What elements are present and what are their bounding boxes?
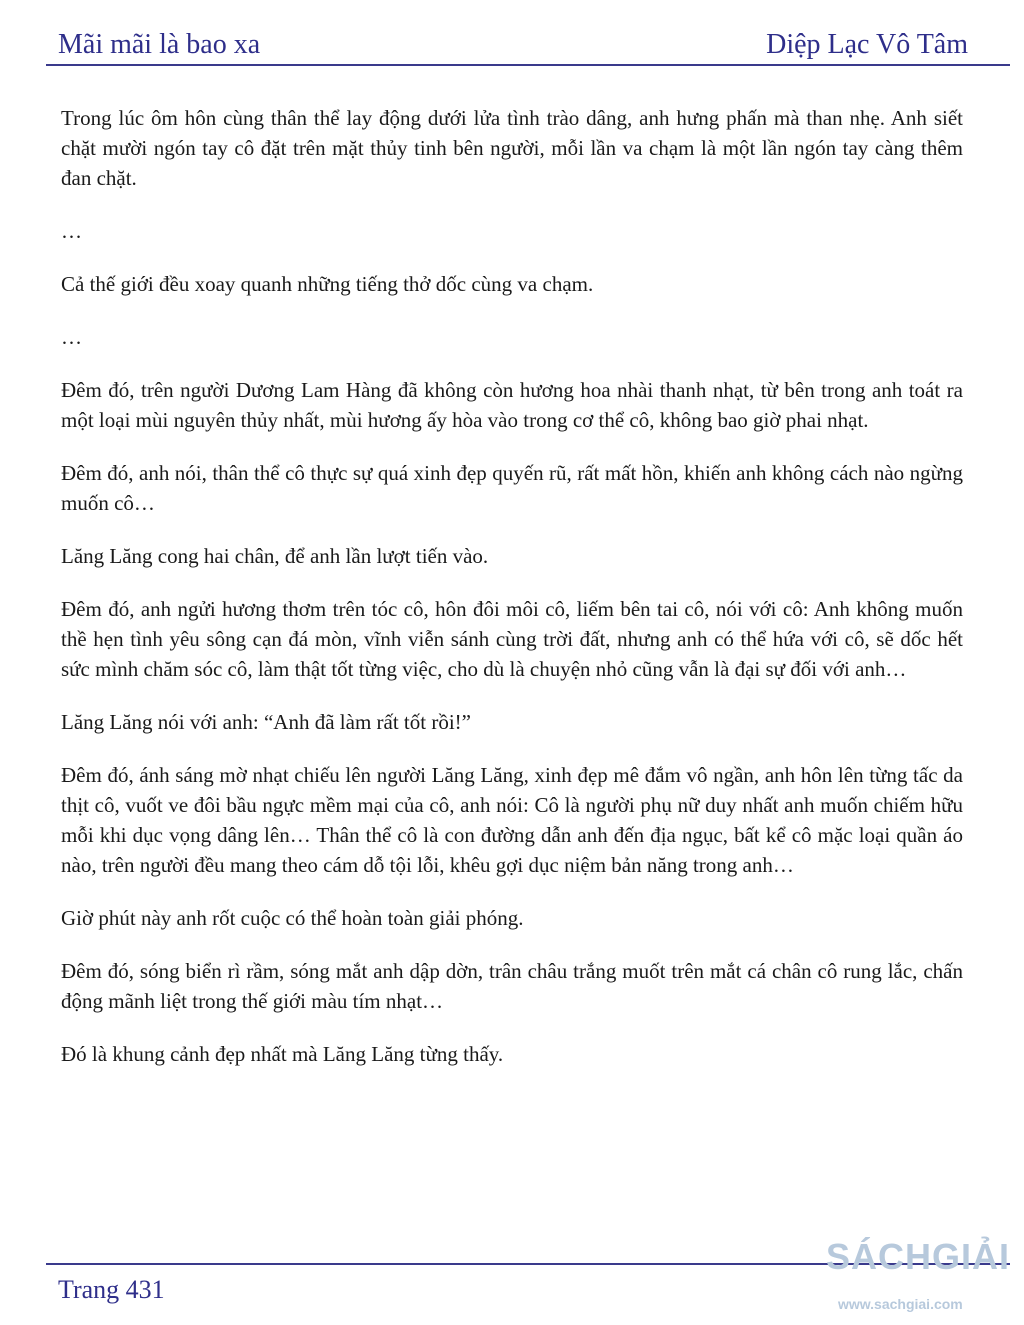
page-body [61, 103, 963, 1092]
book-title: Mãi mãi là bao xa [58, 29, 261, 60]
paragraph: Đêm đó, ánh sáng mờ nhạt chiếu lên người Lăng Lăng, xinh đẹp mê đắm vô ngần, anh hôn lên từng tấc da thịt cô, vuốt ve đôi bầu ngực mềm mại của cô, anh nói: Cô là người phụ nữ duy nhất anh muốn chiếm hữu mỗi khi dục vọng dâng lên… Thân thể cô là con đường dẫn anh đến địa ngục, bất kể cô mặc loại quần áo nào, trên người đều mang theo cám dỗ tội lỗi, khêu gợi dục niệm bản năng trong anh… [61, 763, 963, 877]
paragraph-ellipsis: … [61, 219, 82, 243]
watermark-brand: SÁCHGIẢI [826, 1236, 1011, 1277]
author-name: Diệp Lạc Vô Tâm [766, 29, 968, 60]
paragraph-ellipsis: … [61, 325, 82, 349]
paragraph: Đêm đó, sóng biển rì rầm, sóng mắt anh dập dờn, trân châu trắng muốt trên mắt cá chân cô rung lắc, chấn động mãnh liệt trong thế giới màu tím nhạt… [61, 959, 963, 1013]
watermark-logo [816, 1236, 1016, 1316]
paragraph: Đêm đó, anh nói, thân thể cô thực sự quá xinh đẹp quyến rũ, rất mất hồn, khiến anh không cách nào ngừng muốn cô… [61, 461, 963, 515]
paragraph: Lăng Lăng cong hai chân, để anh lần lượt tiến vào. [61, 544, 489, 568]
paragraph: Đêm đó, anh ngửi hương thơm trên tóc cô, hôn đôi môi cô, liếm bên tai cô, nói với cô: Anh không muốn thề hẹn tình yêu sông cạn đá mòn, vĩnh viễn sánh cùng trời đất, nhưng anh có thể hứa với cô, sẽ dốc hết sức mình chăm sóc cô, làm thật tốt từng việc, cho dù là chuyện nhỏ cũng vẫn là đại sự đối với anh… [61, 597, 963, 681]
paragraph: Đêm đó, trên người Dương Lam Hàng đã không còn hương hoa nhài thanh nhạt, từ bên trong anh toát ra một loại mùi nguyên thủy nhất, mùi hương ấy hòa vào trong cơ thể cô, không bao giờ phai nhạt. [61, 378, 963, 432]
page-header [58, 24, 968, 62]
paragraph: Đó là khung cảnh đẹp nhất mà Lăng Lăng từng thấy. [61, 1042, 504, 1066]
header-divider [46, 64, 1010, 66]
paragraph: Trong lúc ôm hôn cùng thân thể lay động dưới lửa tình trào dâng, anh hưng phấn mà than nhẹ. Anh siết chặt mười ngón tay cô đặt trên mặt thủy tinh bên người, mỗi lần va chạm là một lần ngón tay càng thêm đan chặt. [61, 106, 963, 190]
watermark-url: www.sachgiai.com [838, 1296, 963, 1312]
page-number: Trang 431 [58, 1275, 165, 1304]
paragraph: Lăng Lăng nói với anh: “Anh đã làm rất tốt rồi!” [61, 710, 471, 734]
paragraph: Giờ phút này anh rốt cuộc có thể hoàn toàn giải phóng. [61, 906, 524, 930]
paragraph: Cả thế giới đều xoay quanh những tiếng thở dốc cùng va chạm. [61, 272, 594, 296]
